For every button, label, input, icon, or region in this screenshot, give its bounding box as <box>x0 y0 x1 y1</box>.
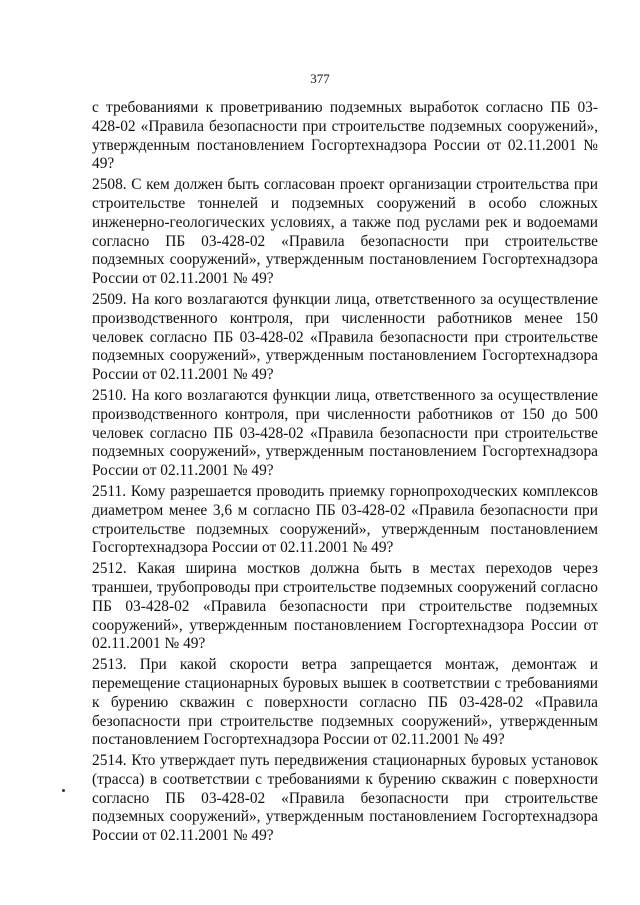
question-2514: 2514. Кто утверждает путь передвижения стационарных буровых установок (трасса) в соответствии с требованиями к бурению скважин с поверхности согласно ПБ 03-428-02 «Правила безопасности при строительстве подземных сооружений», утвержденным постановлением Госгортехнадзора России от 02.11.2001 № 49? <box>92 752 598 845</box>
document-body <box>92 99 598 848</box>
paragraph-continuation: с требованиями к проветриванию подземных выработок согласно ПБ 03-428-02 «Правила безопасности при строительстве подземных сооружений», утвержденным постановлением Госгортехнадзора России от 02.11.2001 № 49? <box>92 99 598 173</box>
question-2510: 2510. На кого возлагаются функции лица, ответственного за осуществление производственного контроля, при численности работников от 150 до 500 человек согласно ПБ 03-428-02 «Правила безопасности при строительстве подземных сооружений», утвержденным постановлением Госгортехнадзора России от 02.11.2001 № 49? <box>92 386 598 480</box>
question-2512: 2512. Какая ширина мостков должна быть в местах переходов через траншеи, трубопроводы при строительстве подземных сооружений согласно ПБ 03-428-02 «Правила безопасности при строительстве подземных сооружений», утвержденным постановлением Госгортехнадзора России от 02.11.2001 № 49? <box>92 560 598 653</box>
page-number: 377 <box>310 71 330 86</box>
question-2511: 2511. Кому разрешается проводить приемку горнопроходческих комплексов диаметром менее 3,6 м согласно ПБ 03-428-02 «Правила безопасности при строительстве подземных сооружений», утвержденным постановлением Госгортехнадзора России от 02.11.2001 № 49? <box>92 482 598 557</box>
scan-dot-mark <box>62 789 65 792</box>
question-2508: 2508. С кем должен быть согласован проект организации строительства при строительстве тоннелей и подземных сооружений в особо сложных инженерно-геологических условиях, а также под руслами рек и водоемами согласно ПБ 03-428-02 «Правила безопасности при строительстве подземных сооружений», утвержденным постановлением Госгортехнадзора России от 02.11.2001 № 49? <box>92 176 598 288</box>
question-2509: 2509. На кого возлагаются функции лица, ответственного за осуществление производственного контроля, при численности работников менее 150 человек согласно ПБ 03-428-02 «Правила безопасности при строительстве подземных сооружений», утвержденным постановлением Госгортехнадзора России от 02.11.2001 № 49? <box>92 290 598 384</box>
question-2513: 2513. При какой скорости ветра запрещается монтаж, демонтаж и перемещение стационарных буровых вышек в соответствии с требованиями к бурению скважин с поверхности согласно ПБ 03-428-02 «Правила безопасности при строительстве подземных сооружений», утвержденным постановлением Госгортехнадзора России от 02.11.2001 № 49? <box>92 656 598 749</box>
